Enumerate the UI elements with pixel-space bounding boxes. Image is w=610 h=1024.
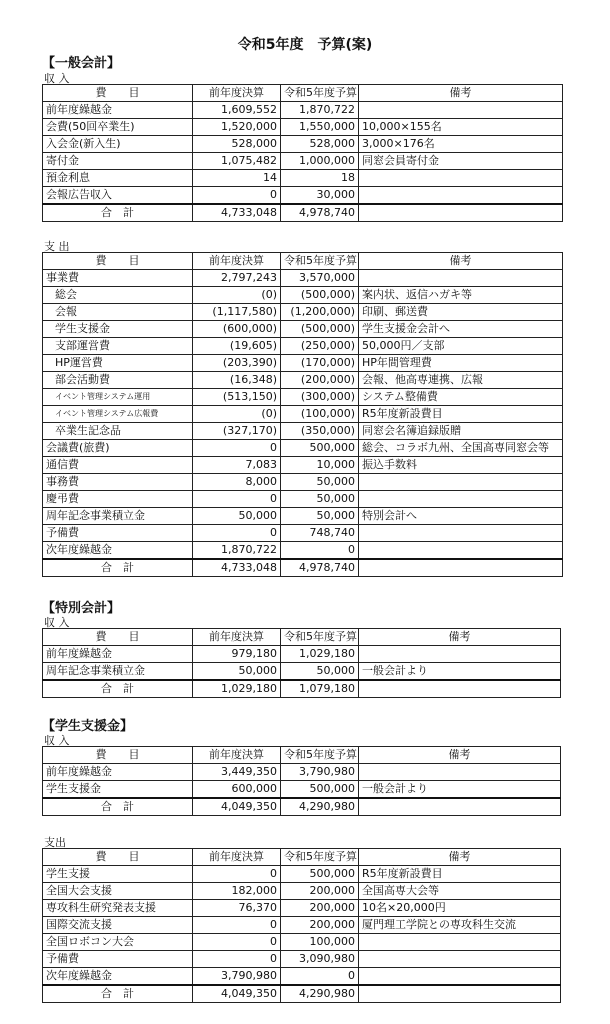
cell-curr: 1,550,000	[281, 119, 359, 136]
cell-item: 合 計	[43, 559, 193, 577]
cell-curr: 0	[281, 542, 359, 560]
cell-note: 一般会計より	[359, 781, 561, 799]
header-note: 備考	[359, 629, 561, 646]
table-row	[43, 423, 563, 440]
cell-prev: (513,150)	[193, 389, 281, 406]
table-row	[43, 187, 563, 205]
cell-curr: 50,000	[281, 663, 359, 681]
cell-item: イベント管理システム運用	[43, 389, 193, 406]
table-header-row	[43, 747, 561, 764]
cell-note	[359, 102, 563, 119]
cell-curr: (500,000)	[281, 321, 359, 338]
cell-curr: 30,000	[281, 187, 359, 205]
cell-prev: 4,733,048	[193, 204, 281, 222]
cell-note: 特別会計へ	[359, 508, 563, 525]
cell-prev: 7,083	[193, 457, 281, 474]
cell-item: 会報広告収入	[43, 187, 193, 205]
table-row	[43, 389, 563, 406]
table-row	[43, 934, 561, 951]
table-row	[43, 491, 563, 508]
cell-prev: 182,000	[193, 883, 281, 900]
table-row	[43, 917, 561, 934]
cell-note	[359, 270, 563, 287]
cell-curr: 528,000	[281, 136, 359, 153]
cell-curr: 500,000	[281, 866, 359, 883]
cell-item: HP運営費	[43, 355, 193, 372]
expense-label-student: 支出	[44, 836, 66, 849]
cell-note: 50,000円／支部	[359, 338, 563, 355]
table-row	[43, 153, 563, 170]
cell-item: 合 計	[43, 680, 193, 698]
header-note: 備考	[359, 85, 563, 102]
table-row	[43, 883, 561, 900]
cell-prev: 4,049,350	[193, 985, 281, 1003]
cell-item: 国際交流支援	[43, 917, 193, 934]
cell-item: 前年度繰越金	[43, 646, 193, 663]
cell-item: 寄付金	[43, 153, 193, 170]
cell-prev: 1,075,482	[193, 153, 281, 170]
cell-note	[359, 680, 561, 698]
cell-prev: (19,605)	[193, 338, 281, 355]
cell-curr: 1,870,722	[281, 102, 359, 119]
cell-prev: 3,449,350	[193, 764, 281, 781]
table-row	[43, 355, 563, 372]
cell-curr: 4,290,980	[281, 985, 359, 1003]
cell-prev: 0	[193, 866, 281, 883]
cell-prev: 1,520,000	[193, 119, 281, 136]
cell-note: 一般会計より	[359, 663, 561, 681]
cell-curr: (350,000)	[281, 423, 359, 440]
total-row	[43, 985, 561, 1003]
cell-item: 前年度繰越金	[43, 764, 193, 781]
header-item: 費 目	[43, 253, 193, 270]
cell-item: 予備費	[43, 951, 193, 968]
cell-item: 事業費	[43, 270, 193, 287]
income-label-student: 収 入	[44, 734, 70, 747]
cell-prev: 0	[193, 934, 281, 951]
cell-prev: 0	[193, 951, 281, 968]
table-row	[43, 372, 563, 389]
expense-label-general: 支 出	[44, 240, 70, 253]
cell-curr: 500,000	[281, 440, 359, 457]
header-item: 費 目	[43, 85, 193, 102]
cell-curr: (300,000)	[281, 389, 359, 406]
section-heading-student: 【学生支援金】	[42, 719, 134, 734]
page-title: 令和5年度 予算(案)	[237, 37, 373, 53]
cell-note	[359, 968, 561, 986]
general-income-table	[42, 84, 563, 222]
header-curr: 令和5年度予算	[281, 253, 359, 270]
header-prev: 前年度決算	[193, 85, 281, 102]
cell-note: HP年間管理費	[359, 355, 563, 372]
table-row	[43, 646, 561, 663]
table-row	[43, 508, 563, 525]
general-expense-table	[42, 252, 563, 577]
header-prev: 前年度決算	[193, 253, 281, 270]
table-header-row	[43, 849, 561, 866]
cell-item: 周年記念事業積立金	[43, 663, 193, 681]
cell-curr: 4,978,740	[281, 559, 359, 577]
cell-prev: 0	[193, 440, 281, 457]
cell-curr: (200,000)	[281, 372, 359, 389]
cell-prev: 528,000	[193, 136, 281, 153]
cell-curr: 200,000	[281, 900, 359, 917]
cell-note	[359, 525, 563, 542]
table-row	[43, 440, 563, 457]
header-item: 費 目	[43, 747, 193, 764]
cell-prev: 50,000	[193, 663, 281, 681]
cell-prev: (16,348)	[193, 372, 281, 389]
cell-item: 予備費	[43, 525, 193, 542]
cell-note: 3,000×176名	[359, 136, 563, 153]
cell-note: 印刷、郵送費	[359, 304, 563, 321]
cell-item: 合 計	[43, 204, 193, 222]
cell-curr: 1,079,180	[281, 680, 359, 698]
cell-note: 振込手数料	[359, 457, 563, 474]
cell-note	[359, 985, 561, 1003]
cell-curr: 4,978,740	[281, 204, 359, 222]
cell-prev: 0	[193, 917, 281, 934]
cell-curr: 500,000	[281, 781, 359, 799]
cell-curr: 50,000	[281, 508, 359, 525]
table-header-row	[43, 85, 563, 102]
cell-item: 次年度繰越金	[43, 542, 193, 560]
cell-item: 全国大会支援	[43, 883, 193, 900]
table-row	[43, 764, 561, 781]
cell-item: 慶弔費	[43, 491, 193, 508]
cell-curr: 200,000	[281, 883, 359, 900]
cell-curr: 748,740	[281, 525, 359, 542]
table-row	[43, 338, 563, 355]
cell-note	[359, 764, 561, 781]
table-row	[43, 136, 563, 153]
cell-item: 前年度繰越金	[43, 102, 193, 119]
cell-item: 学生支援	[43, 866, 193, 883]
cell-curr: (170,000)	[281, 355, 359, 372]
cell-prev: 76,370	[193, 900, 281, 917]
cell-note: 学生支援金会計へ	[359, 321, 563, 338]
cell-prev: 4,049,350	[193, 798, 281, 816]
cell-prev: 8,000	[193, 474, 281, 491]
table-row	[43, 525, 563, 542]
cell-curr: 50,000	[281, 491, 359, 508]
cell-prev: 50,000	[193, 508, 281, 525]
cell-note	[359, 204, 563, 222]
table-row	[43, 781, 561, 799]
cell-curr: 1,029,180	[281, 646, 359, 663]
total-row	[43, 204, 563, 222]
cell-item: イベント管理システム広報費	[43, 406, 193, 423]
header-note: 備考	[359, 849, 561, 866]
table-row	[43, 900, 561, 917]
cell-note: 10,000×155名	[359, 119, 563, 136]
income-label-general: 収 入	[44, 72, 70, 85]
cell-prev: 3,790,980	[193, 968, 281, 986]
table-row	[43, 968, 561, 986]
header-curr: 令和5年度予算	[281, 747, 359, 764]
cell-curr: 200,000	[281, 917, 359, 934]
cell-prev: 0	[193, 491, 281, 508]
table-row	[43, 663, 561, 681]
table-row	[43, 951, 561, 968]
table-header-row	[43, 629, 561, 646]
cell-curr: 1,000,000	[281, 153, 359, 170]
cell-item: 次年度繰越金	[43, 968, 193, 986]
table-row	[43, 321, 563, 338]
cell-item: 入会金(新入生)	[43, 136, 193, 153]
cell-note	[359, 934, 561, 951]
cell-curr: 18	[281, 170, 359, 187]
cell-item: 会議費(旅費)	[43, 440, 193, 457]
cell-curr: 3,790,980	[281, 764, 359, 781]
cell-prev: 2,797,243	[193, 270, 281, 287]
cell-curr: (500,000)	[281, 287, 359, 304]
cell-prev: 979,180	[193, 646, 281, 663]
cell-curr: 50,000	[281, 474, 359, 491]
cell-prev: 0	[193, 525, 281, 542]
cell-note	[359, 951, 561, 968]
cell-prev: (0)	[193, 406, 281, 423]
table-row	[43, 102, 563, 119]
cell-item: 学生支援金	[43, 321, 193, 338]
cell-item: 預金利息	[43, 170, 193, 187]
cell-item: 専攻科生研究発表支援	[43, 900, 193, 917]
cell-note: 同窓会員寄付金	[359, 153, 563, 170]
cell-note	[359, 491, 563, 508]
header-curr: 令和5年度予算	[281, 85, 359, 102]
header-prev: 前年度決算	[193, 629, 281, 646]
cell-curr: 4,290,980	[281, 798, 359, 816]
student-expense-table	[42, 848, 561, 1003]
cell-item: 会報	[43, 304, 193, 321]
cell-note	[359, 798, 561, 816]
cell-item: 合 計	[43, 798, 193, 816]
cell-curr: 100,000	[281, 934, 359, 951]
cell-curr: (100,000)	[281, 406, 359, 423]
cell-item: 周年記念事業積立金	[43, 508, 193, 525]
table-row	[43, 304, 563, 321]
section-heading-special: 【特別会計】	[42, 601, 121, 616]
cell-note	[359, 646, 561, 663]
cell-item: 支部運営費	[43, 338, 193, 355]
table-header-row	[43, 253, 563, 270]
header-curr: 令和5年度予算	[281, 629, 359, 646]
header-note: 備考	[359, 747, 561, 764]
cell-curr: 3,090,980	[281, 951, 359, 968]
table-row	[43, 270, 563, 287]
cell-note	[359, 559, 563, 577]
cell-item: 卒業生記念品	[43, 423, 193, 440]
cell-note	[359, 187, 563, 205]
cell-prev: 1,609,552	[193, 102, 281, 119]
student-income-table	[42, 746, 561, 816]
cell-item: 合 計	[43, 985, 193, 1003]
cell-prev: (203,390)	[193, 355, 281, 372]
header-prev: 前年度決算	[193, 747, 281, 764]
cell-note: R5年度新設費目	[359, 406, 563, 423]
table-row	[43, 474, 563, 491]
cell-curr: 0	[281, 968, 359, 986]
cell-note: 全国高専大会等	[359, 883, 561, 900]
cell-prev: (600,000)	[193, 321, 281, 338]
table-row	[43, 119, 563, 136]
cell-note: 総会、コラボ九州、全国高専同窓会等	[359, 440, 563, 457]
cell-prev: 0	[193, 187, 281, 205]
cell-prev: 14	[193, 170, 281, 187]
cell-note: 案内状、返信ハガキ等	[359, 287, 563, 304]
cell-note	[359, 474, 563, 491]
table-row	[43, 542, 563, 560]
cell-prev: 1,870,722	[193, 542, 281, 560]
cell-note	[359, 170, 563, 187]
income-label-special: 収 入	[44, 616, 70, 629]
cell-note: R5年度新設費目	[359, 866, 561, 883]
cell-note: 会報、他高専連携、広報	[359, 372, 563, 389]
cell-item: 会費(50回卒業生)	[43, 119, 193, 136]
total-row	[43, 559, 563, 577]
special-income-table	[42, 628, 561, 698]
cell-curr: 3,570,000	[281, 270, 359, 287]
table-row	[43, 170, 563, 187]
cell-note: 同窓会名簿追録版贈	[359, 423, 563, 440]
cell-item: 部会活動費	[43, 372, 193, 389]
cell-item: 事務費	[43, 474, 193, 491]
cell-curr: 10,000	[281, 457, 359, 474]
cell-prev: (1,117,580)	[193, 304, 281, 321]
cell-item: 通信費	[43, 457, 193, 474]
table-row	[43, 287, 563, 304]
cell-note: 厦門理工学院との専攻科生交流	[359, 917, 561, 934]
table-row	[43, 457, 563, 474]
table-row	[43, 866, 561, 883]
cell-curr: (250,000)	[281, 338, 359, 355]
header-prev: 前年度決算	[193, 849, 281, 866]
total-row	[43, 798, 561, 816]
header-item: 費 目	[43, 629, 193, 646]
cell-prev: 4,733,048	[193, 559, 281, 577]
cell-note	[359, 542, 563, 560]
cell-note: 10名×20,000円	[359, 900, 561, 917]
header-note: 備考	[359, 253, 563, 270]
cell-prev: 1,029,180	[193, 680, 281, 698]
cell-item: 全国ロボコン大会	[43, 934, 193, 951]
cell-item: 学生支援金	[43, 781, 193, 799]
cell-item: 総会	[43, 287, 193, 304]
header-item: 費 目	[43, 849, 193, 866]
total-row	[43, 680, 561, 698]
cell-note: システム整備費	[359, 389, 563, 406]
cell-prev: (0)	[193, 287, 281, 304]
header-curr: 令和5年度予算	[281, 849, 359, 866]
table-row	[43, 406, 563, 423]
cell-prev: 600,000	[193, 781, 281, 799]
section-heading-general: 【一般会計】	[42, 56, 121, 71]
cell-prev: (327,170)	[193, 423, 281, 440]
cell-curr: (1,200,000)	[281, 304, 359, 321]
